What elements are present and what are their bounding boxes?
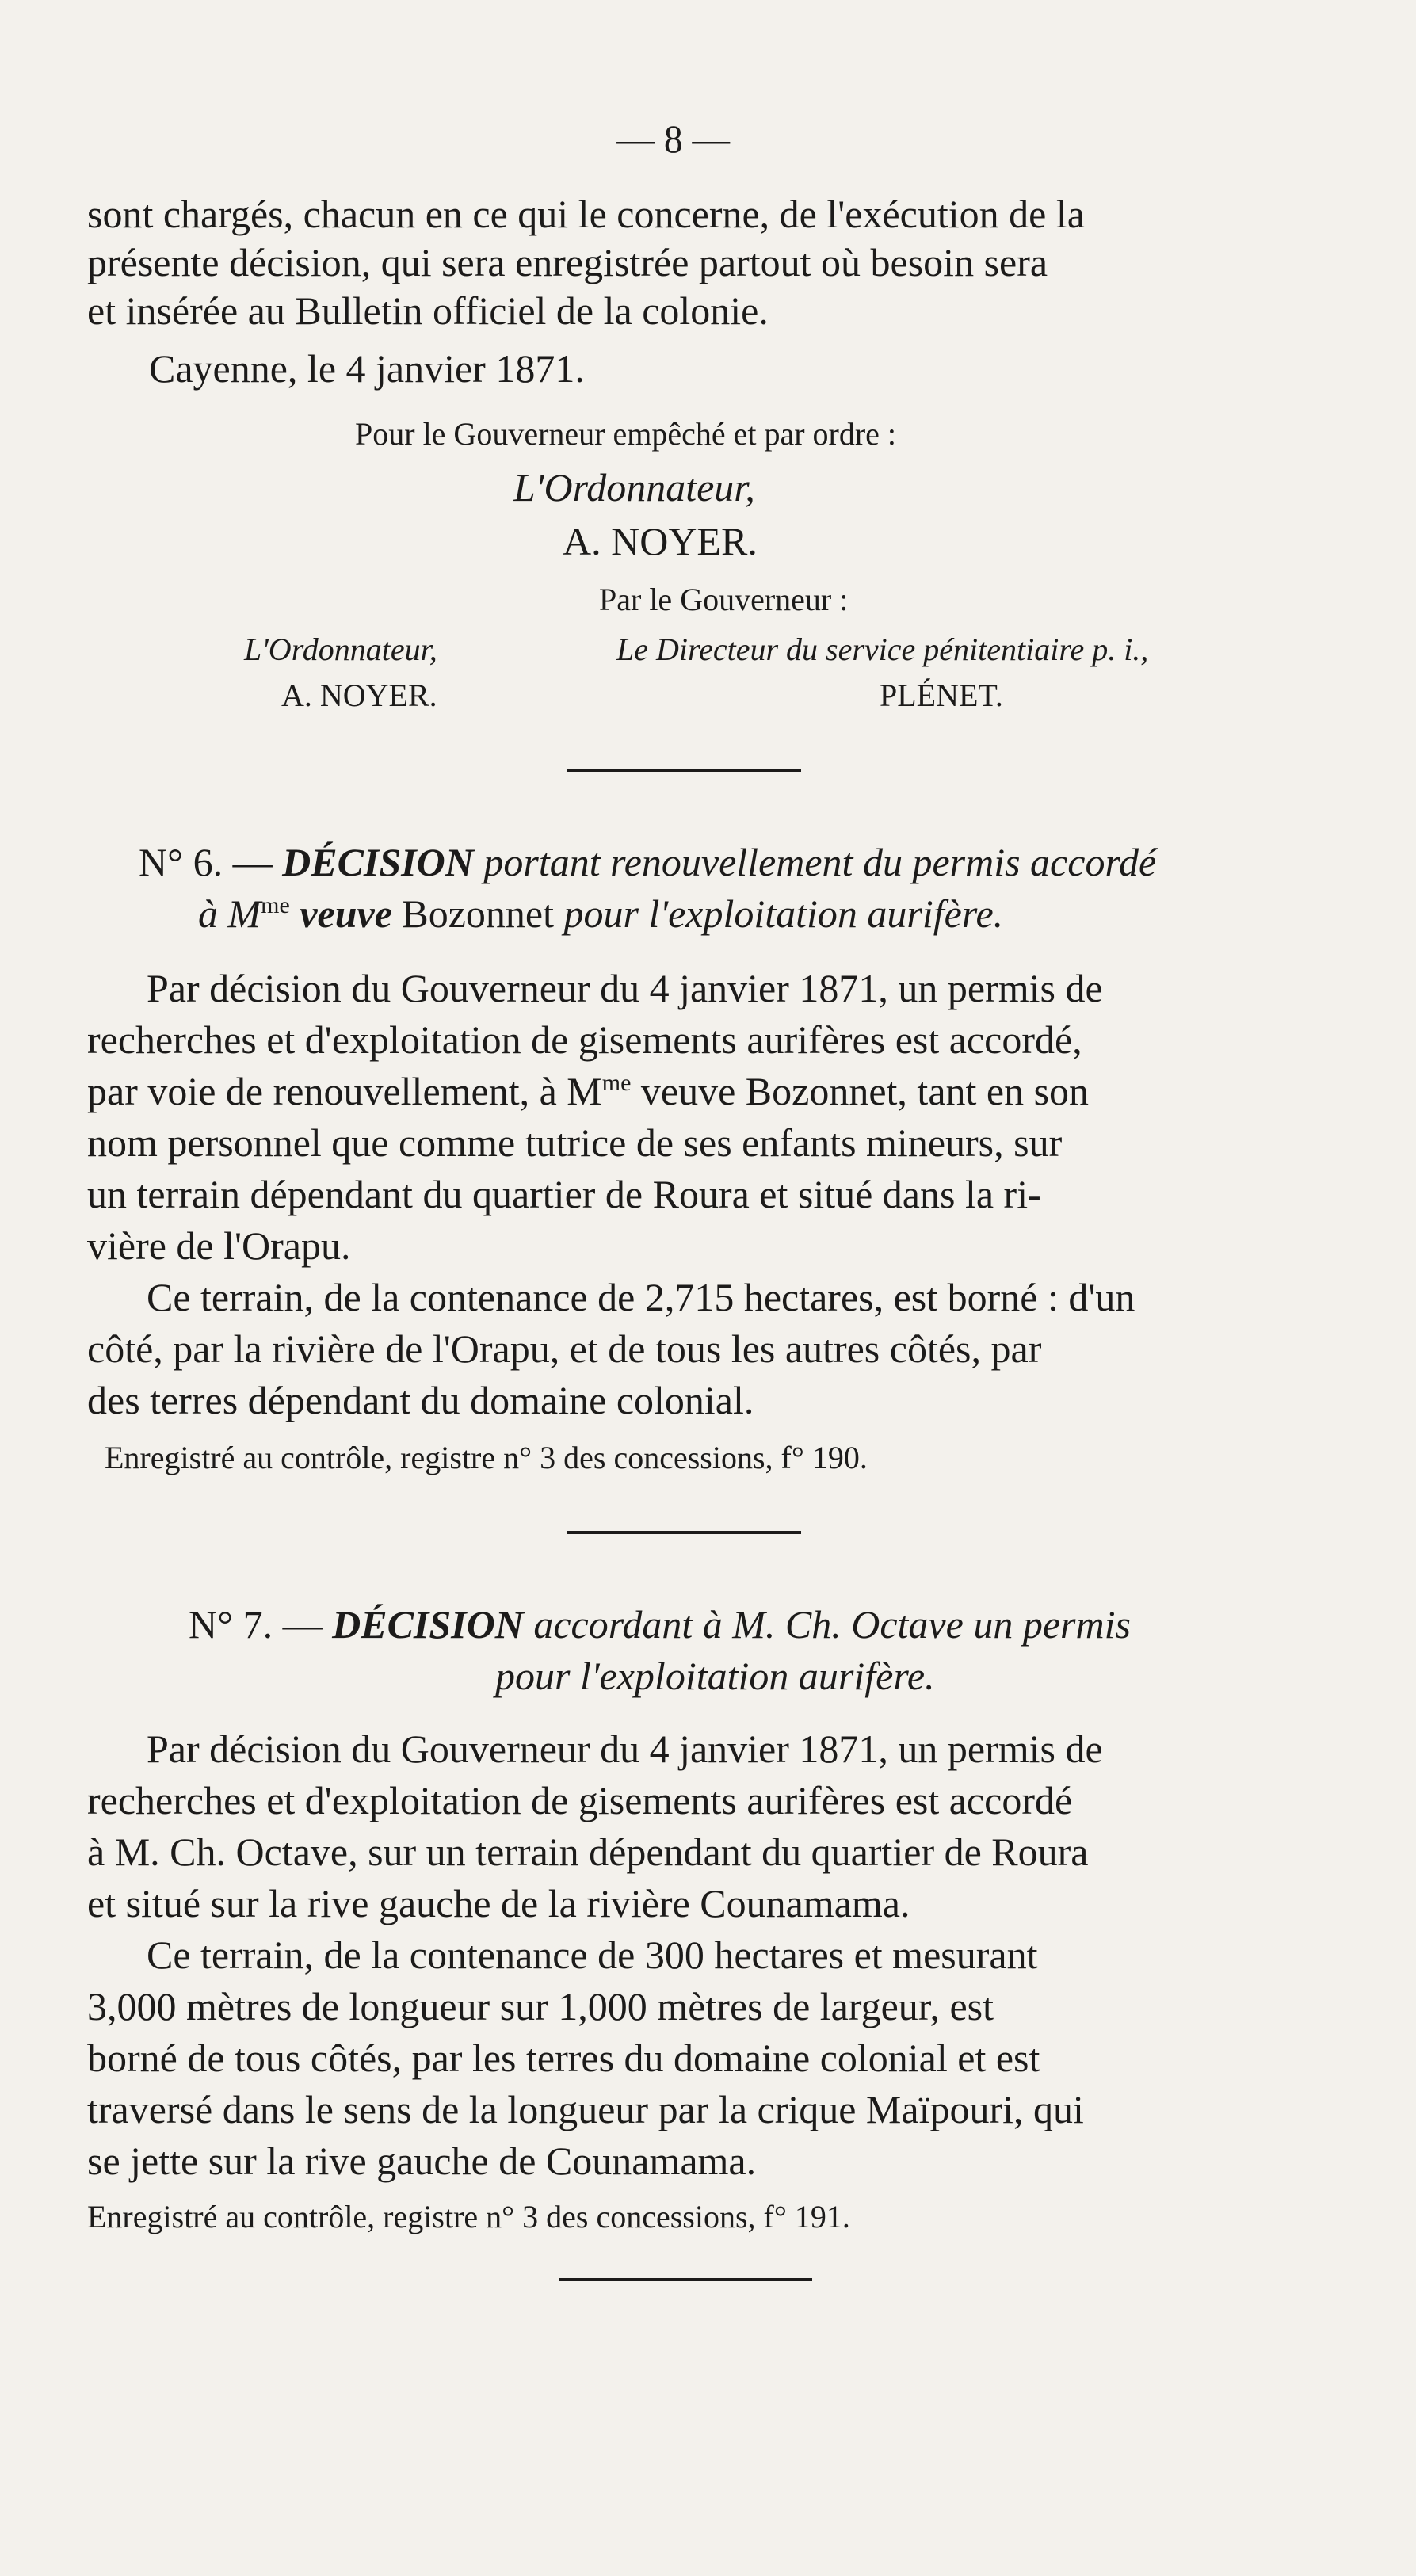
paragraph-line: un terrain dépendant du quartier de Roura et situé dans la ri- — [87, 1172, 1041, 1216]
registry-line: Enregistré au contrôle, registre n° 3 des concessions, f° 190. — [105, 1440, 868, 1475]
signature-ordonnateur-name: A. NOYER. — [563, 519, 758, 563]
separator-rule — [559, 2278, 812, 2281]
paragraph-line: et situé sur la rive gauche de la rivière Counamama. — [87, 1881, 910, 1925]
page-number: — 8 — — [616, 116, 731, 161]
intro-line: sont chargés, chacun en ce qui le concerne, de l'exécution de la — [87, 192, 1085, 236]
decision-keyword: DÉCISION — [282, 840, 474, 884]
paragraph-line: se jette sur la rive gauche de Counamama. — [87, 2139, 757, 2183]
signature-right-name: PLÉNET. — [880, 677, 1003, 713]
paragraph-line: Ce terrain, de la contenance de 300 hectares et mesurant — [147, 1933, 1038, 1977]
decision-6-heading — [139, 842, 1156, 882]
decision-title: portant renouvellement du permis accordé — [483, 840, 1157, 884]
paragraph-line: recherches et d'exploitation de gisements aurifères est accordé, — [87, 1017, 1082, 1062]
paragraph-line: à M. Ch. Octave, sur un terrain dépendant du quartier de Roura — [87, 1830, 1089, 1874]
decision-number: N° 7. — — [189, 1602, 323, 1647]
signature-left-title: L'Ordonnateur, — [244, 632, 437, 667]
intro-line: présente décision, qui sera enregistrée partout où besoin sera — [87, 240, 1048, 284]
paragraph-line: traversé dans le sens de la longueur par la crique Maïpouri, qui — [87, 2087, 1084, 2131]
paragraph-line: Par décision du Gouverneur du 4 janvier 1871, un permis de — [147, 1727, 1103, 1771]
separator-rule — [567, 1531, 801, 1534]
signature-par-gouverneur: Par le Gouverneur : — [599, 582, 849, 617]
decision-6-heading-line2: à $M^{me}$ veuve Bozonnet pour l'exploitation aurifère. — [198, 891, 1004, 936]
paragraph-line: par voie de renouvellement, à $M^{me}$ veuve Bozonnet, tant en son — [87, 1069, 1090, 1113]
paragraph-line: Ce terrain, de la contenance de 2,715 hectares, est borné : d'un — [147, 1275, 1135, 1319]
signature-pour-gouverneur: Pour le Gouverneur empêché et par ordre : — [355, 416, 897, 452]
decision-title: accordant à M. Ch. Octave un permis — [533, 1602, 1131, 1647]
paragraph-line: recherches et d'exploitation de gisements aurifères est accordé — [87, 1778, 1073, 1822]
intro-line: et insérée au Bulletin officiel de la colonie. — [87, 288, 769, 333]
paragraph-line: vière de l'Orapu. — [87, 1223, 351, 1268]
decision-number: N° 6. — — [139, 840, 273, 884]
paragraph-line: des terres dépendant du domaine colonial. — [87, 1378, 754, 1422]
paragraph-line: 3,000 mètres de longueur sur 1,000 mètres de largeur, est — [87, 1984, 994, 2028]
date-line: Cayenne, le 4 janvier 1871. — [149, 346, 585, 391]
signature-right-title: Le Directeur du service pénitentiaire p. i., — [616, 632, 1149, 667]
paragraph-line: borné de tous côtés, par les terres du domaine colonial et est — [87, 2036, 1040, 2080]
paragraph-line: nom personnel que comme tutrice de ses enfants mineurs, sur — [87, 1120, 1063, 1165]
registry-line: Enregistré au contrôle, registre n° 3 des concessions, f° 191. — [87, 2199, 850, 2234]
decision-7-heading-line2: pour l'exploitation aurifère. — [495, 1654, 935, 1698]
decision-keyword: DÉCISION — [332, 1602, 524, 1647]
signature-ordonnateur-title: L'Ordonnateur, — [513, 465, 755, 509]
paragraph-line: côté, par la rivière de l'Orapu, et de tous les autres côtés, par — [87, 1326, 1042, 1371]
separator-rule — [567, 769, 801, 772]
signature-left-name: A. NOYER. — [281, 677, 437, 713]
paragraph-line: Par décision du Gouverneur du 4 janvier 1871, un permis de — [147, 966, 1103, 1010]
decision-7-heading — [189, 1602, 1131, 1647]
